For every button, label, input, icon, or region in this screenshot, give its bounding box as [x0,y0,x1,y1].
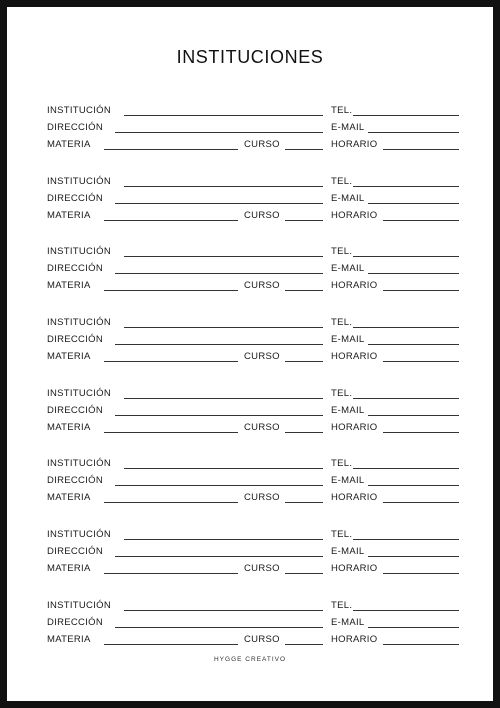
institution-entry [47,173,453,224]
form-row [47,597,453,614]
curso-field[interactable] [285,573,323,574]
curso-field[interactable] [285,290,323,291]
form-row [47,472,453,489]
tel-label: TEL. [331,176,353,187]
email-label: E-MAIL [331,405,365,416]
form-row [47,260,453,277]
curso-label: CURSO [244,634,280,645]
curso-field[interactable] [285,220,323,221]
form-row [47,419,453,436]
page-title: INSTITUCIONES [176,47,324,67]
tel-field[interactable] [353,115,459,116]
curso-field[interactable] [285,432,323,433]
form-row [47,402,453,419]
institution-entry [47,102,453,153]
tel-field[interactable] [353,186,459,187]
curso-field[interactable] [285,644,323,645]
horario-label: HORARIO [331,210,378,221]
email-field[interactable] [368,556,459,557]
form-row [47,119,453,136]
direccion-label: DIRECCIÓN [47,405,104,416]
materia-label: MATERIA [47,422,91,433]
materia-label: MATERIA [47,634,91,645]
institucion-field[interactable] [124,186,323,187]
curso-label: CURSO [244,492,280,503]
materia-label: MATERIA [47,210,91,221]
form-row [47,314,453,331]
form-row [47,489,453,506]
horario-label: HORARIO [331,280,378,291]
institucion-label: INSTITUCIÓN [47,246,111,257]
email-field[interactable] [368,273,459,274]
form-row [47,207,453,224]
direccion-label: DIRECCIÓN [47,475,104,486]
institution-entry [47,455,453,506]
materia-field[interactable] [104,432,238,433]
institucion-label: INSTITUCIÓN [47,105,111,116]
email-label: E-MAIL [331,475,365,486]
institucion-field[interactable] [124,539,323,540]
institution-entry [47,243,453,294]
tel-label: TEL. [331,529,353,540]
institution-entry [47,385,453,436]
email-label: E-MAIL [331,122,365,133]
institucion-label: INSTITUCIÓN [47,529,111,540]
tel-label: TEL. [331,388,353,399]
horario-field[interactable] [383,502,459,503]
email-label: E-MAIL [331,546,365,557]
form-row [47,526,453,543]
materia-label: MATERIA [47,351,91,362]
institucion-field[interactable] [124,398,323,399]
tel-field[interactable] [353,610,459,611]
form-row [47,631,453,648]
direccion-field[interactable] [115,627,323,628]
tel-field[interactable] [353,327,459,328]
form-row [47,331,453,348]
direccion-field[interactable] [115,485,323,486]
horario-field[interactable] [383,432,459,433]
tel-label: TEL. [331,600,353,611]
direccion-field[interactable] [115,556,323,557]
horario-field[interactable] [383,573,459,574]
materia-label: MATERIA [47,139,91,150]
brand-footer: HYGGE CREATIVO [213,656,287,663]
email-field[interactable] [368,203,459,204]
email-label: E-MAIL [331,334,365,345]
tel-field[interactable] [353,539,459,540]
horario-label: HORARIO [331,139,378,150]
direccion-field[interactable] [115,203,323,204]
horario-field[interactable] [383,361,459,362]
institucion-field[interactable] [124,256,323,257]
form-row [47,348,453,365]
institucion-field[interactable] [124,468,323,469]
materia-field[interactable] [104,361,238,362]
email-field[interactable] [368,485,459,486]
email-label: E-MAIL [331,193,365,204]
institucion-field[interactable] [124,610,323,611]
form-row [47,136,453,153]
form-row [47,614,453,631]
direccion-label: DIRECCIÓN [47,122,104,133]
curso-field[interactable] [285,361,323,362]
horario-label: HORARIO [331,351,378,362]
horario-field[interactable] [383,220,459,221]
institucion-label: INSTITUCIÓN [47,176,111,187]
materia-field[interactable] [104,644,238,645]
email-label: E-MAIL [331,617,365,628]
curso-field[interactable] [285,149,323,150]
materia-field[interactable] [104,220,238,221]
tel-field[interactable] [353,256,459,257]
form-row [47,243,453,260]
form-row [47,385,453,402]
horario-label: HORARIO [331,492,378,503]
horario-field[interactable] [383,290,459,291]
institucion-label: INSTITUCIÓN [47,388,111,399]
materia-field[interactable] [104,149,238,150]
institucion-label: INSTITUCIÓN [47,317,111,328]
materia-field[interactable] [104,573,238,574]
direccion-label: DIRECCIÓN [47,617,104,628]
institution-entry [47,314,453,365]
form-row [47,190,453,207]
curso-label: CURSO [244,139,280,150]
form-row [47,560,453,577]
direccion-field[interactable] [115,415,323,416]
tel-label: TEL. [331,246,353,257]
institution-entry [47,597,453,648]
email-label: E-MAIL [331,263,365,274]
curso-field[interactable] [285,502,323,503]
curso-label: CURSO [244,280,280,291]
curso-label: CURSO [244,210,280,221]
direccion-label: DIRECCIÓN [47,546,104,557]
direccion-label: DIRECCIÓN [47,263,104,274]
institucion-field[interactable] [124,327,323,328]
institucion-field[interactable] [124,115,323,116]
form-row [47,173,453,190]
tel-label: TEL. [331,317,353,328]
email-field[interactable] [368,344,459,345]
materia-label: MATERIA [47,280,91,291]
direccion-label: DIRECCIÓN [47,334,104,345]
horario-label: HORARIO [331,634,378,645]
materia-label: MATERIA [47,492,91,503]
materia-field[interactable] [104,502,238,503]
horario-label: HORARIO [331,563,378,574]
materia-label: MATERIA [47,563,91,574]
direccion-label: DIRECCIÓN [47,193,104,204]
curso-label: CURSO [244,422,280,433]
horario-field[interactable] [383,644,459,645]
email-field[interactable] [368,415,459,416]
tel-field[interactable] [353,398,459,399]
horario-label: HORARIO [331,422,378,433]
materia-field[interactable] [104,290,238,291]
form-row [47,543,453,560]
tel-label: TEL. [331,105,353,116]
form-row [47,455,453,472]
institution-entry [47,526,453,577]
form-row [47,277,453,294]
tel-field[interactable] [353,468,459,469]
horario-field[interactable] [383,149,459,150]
institucion-label: INSTITUCIÓN [47,458,111,469]
direccion-field[interactable] [115,132,323,133]
email-field[interactable] [368,627,459,628]
curso-label: CURSO [244,563,280,574]
email-field[interactable] [368,132,459,133]
tel-label: TEL. [331,458,353,469]
direccion-field[interactable] [115,344,323,345]
curso-label: CURSO [244,351,280,362]
direccion-field[interactable] [115,273,323,274]
form-row [47,102,453,119]
institucion-label: INSTITUCIÓN [47,600,111,611]
